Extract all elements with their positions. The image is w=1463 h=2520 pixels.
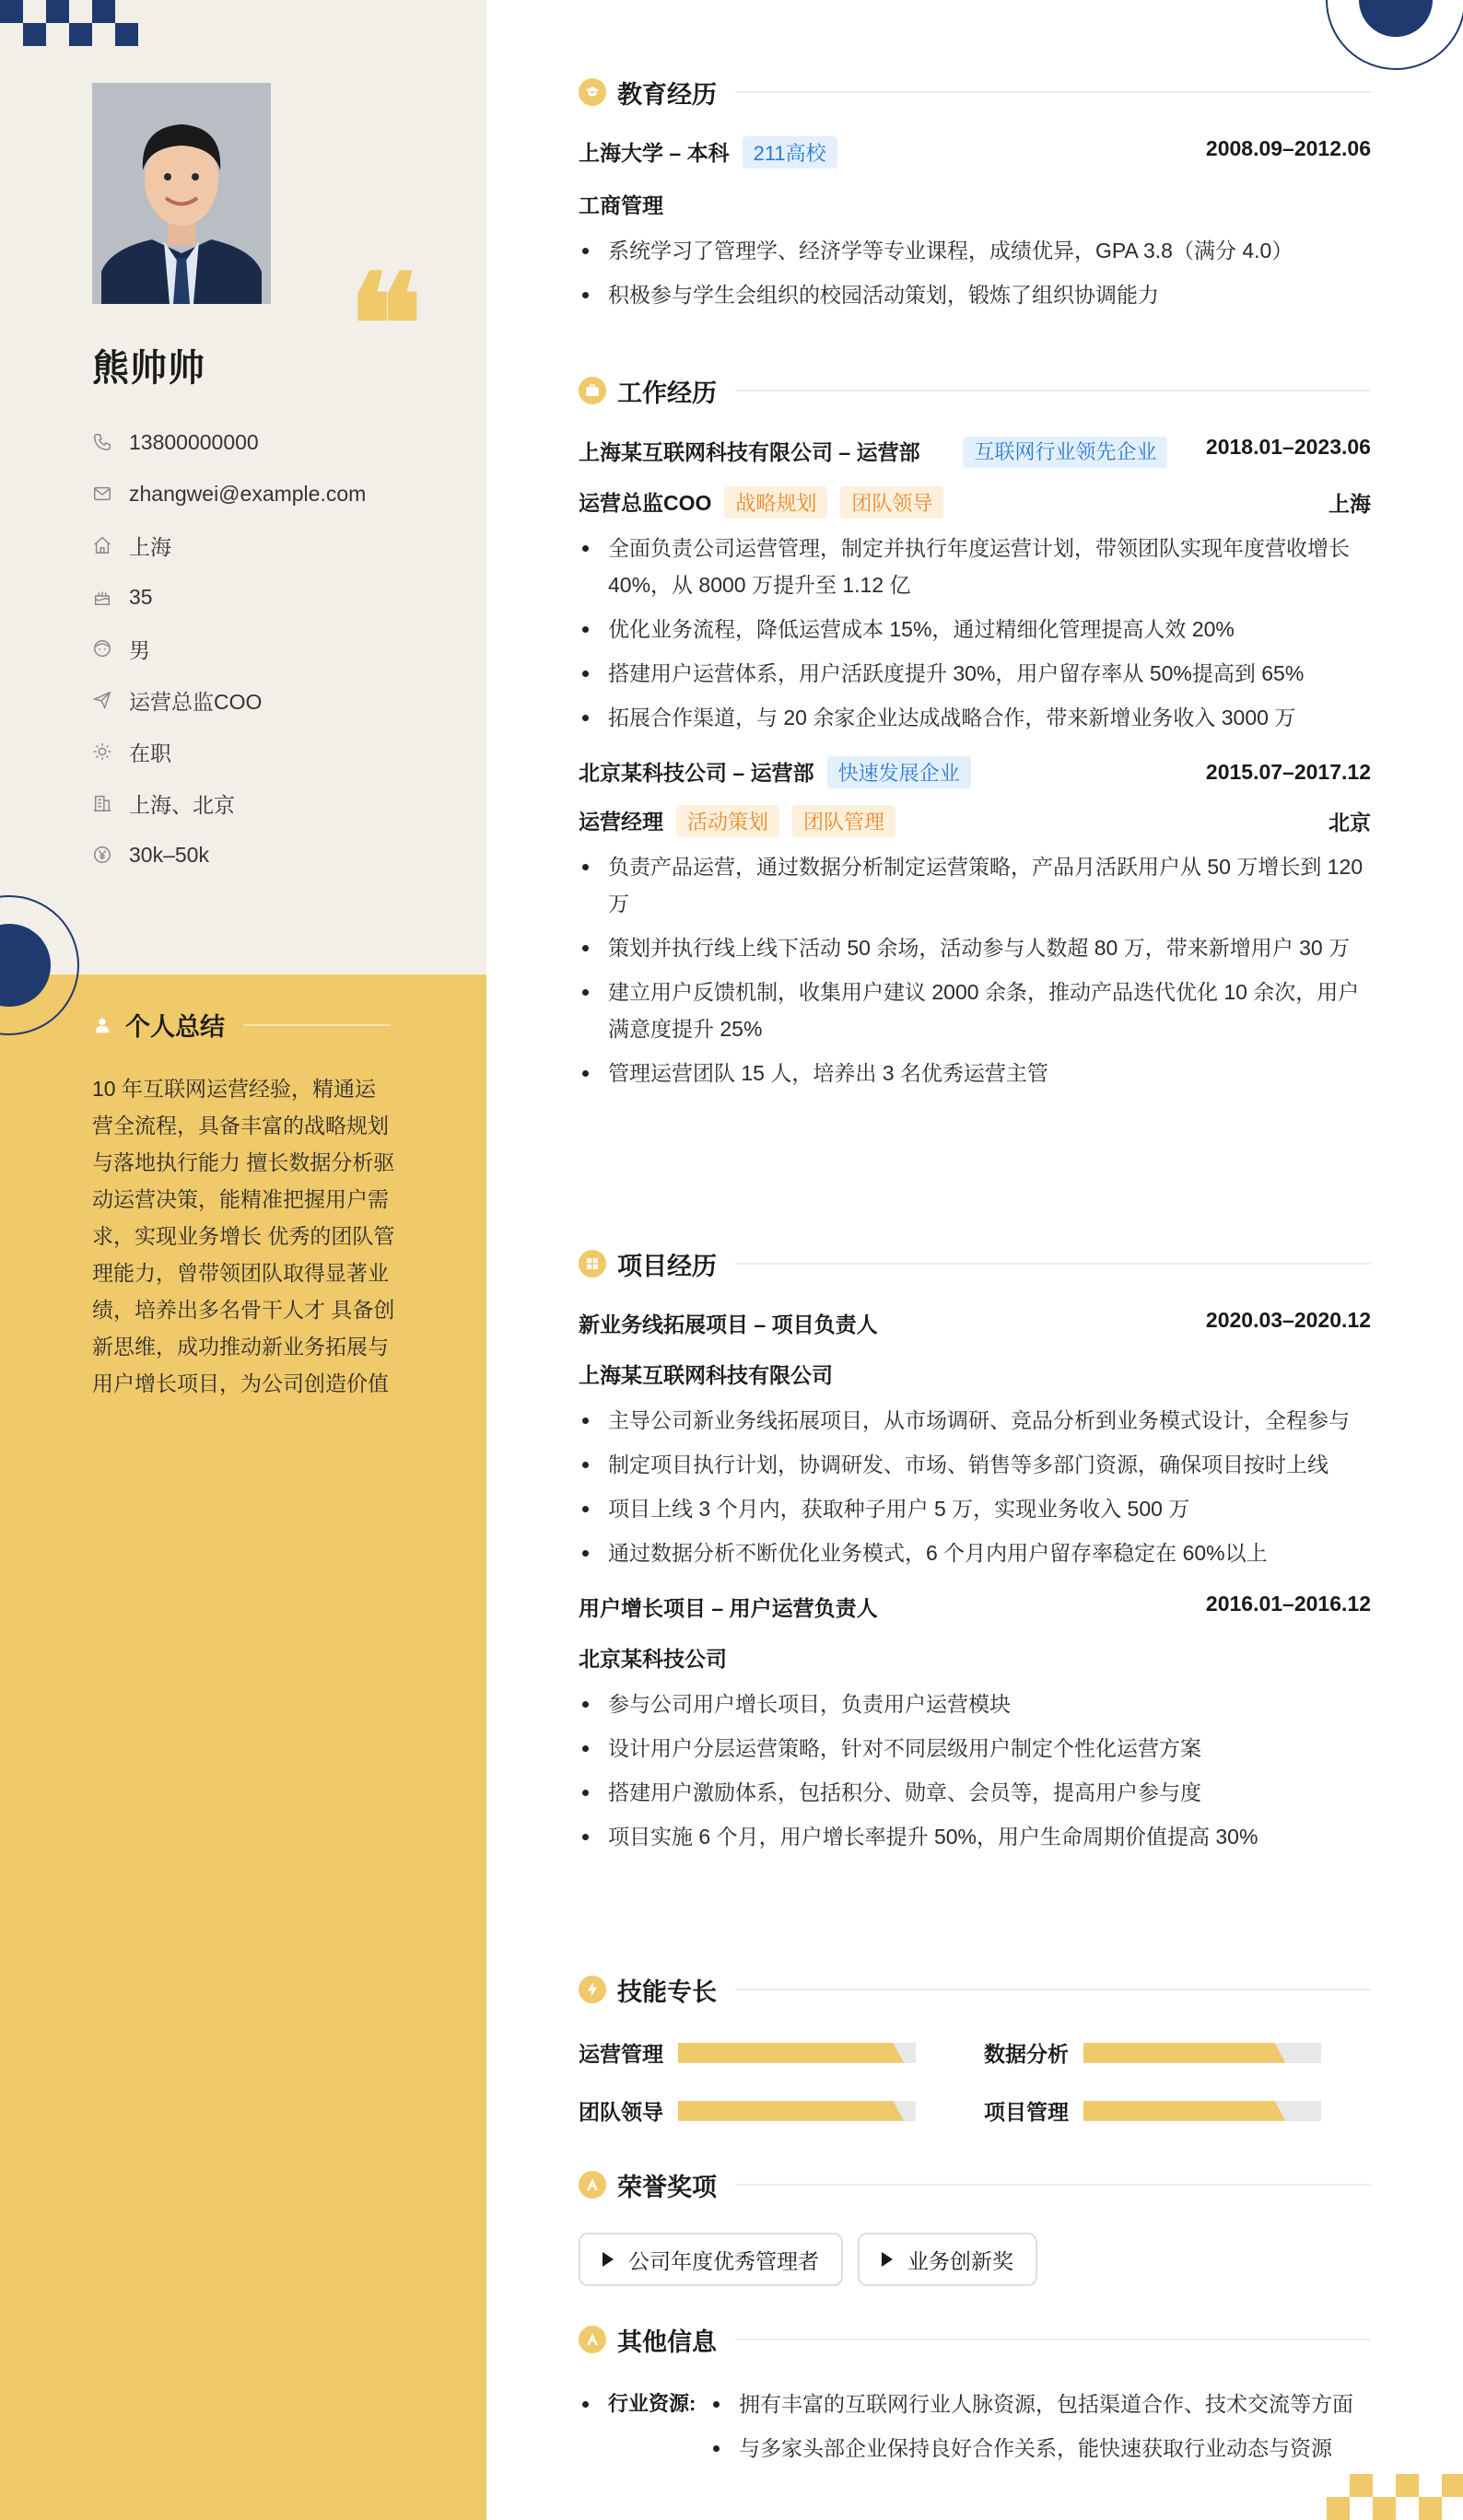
info-row-age <box>92 571 366 623</box>
job-city: 上海 <box>1328 492 1371 516</box>
status-icon <box>92 741 112 762</box>
skill-item <box>579 2037 984 2068</box>
job-header-row <box>579 756 1371 788</box>
work-section <box>579 370 1371 1091</box>
location-text: 上海 <box>129 534 171 559</box>
work-heading <box>579 370 1371 411</box>
work-title: 工作经历 <box>617 379 717 407</box>
play-icon <box>882 2252 893 2267</box>
skill-bar <box>1083 2101 1321 2121</box>
circle-decoration-left <box>0 892 83 1039</box>
other-bullets <box>709 2386 1371 2467</box>
list-item: 积极参与学生会组织的校园活动策划，锻炼了组织协调能力 <box>579 276 1371 313</box>
list-item: 负责产品运营，通过数据分析制定运营策略，产品月活跃用户从 50 万增长到 120 万 <box>579 848 1371 922</box>
checker-pattern-decoration <box>0 0 138 46</box>
project-company: 上海某互联网科技有限公司 <box>579 1363 833 1387</box>
education-major: 工商管理 <box>579 193 663 217</box>
gender-icon <box>92 638 112 659</box>
school-name: 上海大学 – 本科 <box>579 141 730 165</box>
info-row-cities <box>92 777 366 829</box>
other-label: 行业资源: <box>608 2392 696 2415</box>
job-company-tag: 互联网行业领先企业 <box>963 437 1167 468</box>
job-role: 运营经理 <box>579 810 663 834</box>
gender-text: 男 <box>129 637 150 662</box>
awards-title: 荣誉奖项 <box>617 2173 717 2201</box>
project-header-row <box>579 1308 1371 1338</box>
list-item: 搭建用户运营体系，用户活跃度提升 30%，用户留存率从 50%提高到 65% <box>579 655 1371 692</box>
job-company: 上海某互联网科技有限公司 – 运营部 <box>579 440 920 464</box>
skill-bar-fill <box>678 2043 904 2063</box>
education-heading <box>579 72 1371 112</box>
other-title: 其他信息 <box>617 2328 717 2356</box>
list-item: 拓展合作渠道，与 20 余家企业达成战略合作，带来新增业务收入 3000 万 <box>579 699 1371 736</box>
summary-title: 个人总结 <box>125 1013 225 1041</box>
grid-icon <box>579 1250 606 1278</box>
skill-item <box>579 2095 984 2126</box>
skill-name: 数据分析 <box>984 2042 1069 2066</box>
list-item: 系统学习了管理学、经济学等专业课程，成绩优异，GPA 3.8（满分 4.0） <box>579 232 1371 269</box>
list-item: 优化业务流程，降低运营成本 15%，通过精细化管理提高人效 20% <box>579 611 1371 648</box>
info-row-position <box>92 674 366 726</box>
sidebar <box>0 0 486 2520</box>
section-divider <box>735 2339 1371 2340</box>
yen-icon <box>92 845 112 865</box>
list-item: 设计用户分层运营策略，针对不同层级用户制定个性化运营方案 <box>579 1730 1371 1767</box>
list-item: 全面负责公司运营管理，制定并执行年度运营计划，带领团队实现年度营收增长 40%，从 8000 万提升至 1.12 亿 <box>579 530 1371 603</box>
skills-title: 技能专长 <box>617 1978 717 2006</box>
list-item: 通过数据分析不断优化业务模式，6 个月内用户留存率稳定在 60%以上 <box>579 1534 1371 1571</box>
list-item: 搭建用户激励体系，包括积分、勋章、会员等，提高用户参与度 <box>579 1774 1371 1811</box>
job-bullets <box>579 530 1371 736</box>
education-date: 2008.09–2012.06 <box>1205 136 1371 160</box>
graduation-cap-icon <box>579 78 606 106</box>
skill-bar <box>678 2043 916 2063</box>
building-icon <box>92 793 112 813</box>
quote-mark-decoration: ❝ <box>348 244 423 406</box>
project-date: 2016.01–2016.12 <box>1205 1592 1371 1616</box>
skills-grid <box>579 2037 1371 2126</box>
play-icon <box>603 2252 614 2267</box>
section-divider <box>735 1989 1371 1990</box>
bullet-dot <box>582 2401 589 2408</box>
education-title: 教育经历 <box>617 80 717 109</box>
summary-divider <box>243 1024 391 1026</box>
skills-heading <box>579 1969 1371 2010</box>
cities-text: 上海、北京 <box>129 792 235 817</box>
section-divider <box>735 390 1371 391</box>
cake-icon <box>92 587 112 607</box>
section-divider <box>735 91 1371 93</box>
projects-heading <box>579 1243 1371 1284</box>
job-company-tag: 快速发展企业 <box>827 756 971 788</box>
summary-text: 10 年互联网运营经验，精通运营全流程，具备丰富的战略规划与落地执行能力 擅长数据分析驱动运营决策，能精准把握用户需求，实现业务增长 优秀的团队管理能力，曾带领团队取得显著业绩，培养出多名骨干人才 具备创新思维，成功推动新业务拓展与用户增长项目，为公司创造价值 <box>92 1077 395 1395</box>
age-text: 35 <box>129 584 153 609</box>
section-divider <box>735 2184 1371 2186</box>
job-role: 运营总监COO <box>579 491 712 515</box>
list-item: 项目实施 6 个月，用户增长率提升 50%，用户生命周期价值提高 30% <box>579 1818 1371 1855</box>
other-heading <box>579 2319 1371 2360</box>
info-row-email <box>92 468 366 519</box>
other-resources-row <box>579 2386 1371 2467</box>
checker-decoration-bottom-right <box>1327 2474 1463 2520</box>
skill-name: 运营管理 <box>579 2042 663 2066</box>
circle-decoration-top-right <box>1322 0 1463 74</box>
user-icon <box>92 1015 112 1035</box>
award-icon <box>579 2171 606 2199</box>
list-item: 与多家头部企业保持良好合作关系，能快速获取行业动态与资源 <box>709 2430 1371 2467</box>
education-header-row <box>579 136 1371 169</box>
info-row-phone <box>92 416 366 468</box>
project-header-row <box>579 1592 1371 1622</box>
mail-icon <box>92 484 112 504</box>
job-skill-tag: 战略规划 <box>724 486 827 519</box>
email-text[interactable]: zhangwei@example.com <box>129 481 367 506</box>
job-city: 北京 <box>1328 811 1371 834</box>
info-row-location <box>92 519 366 571</box>
job-skill-tag: 活动策划 <box>676 805 779 837</box>
skill-item <box>984 2037 1352 2068</box>
list-item: 建立用户反馈机制，收集用户建议 2000 余条，推动产品迭代优化 10 余次，用户满意度提升 25% <box>579 974 1371 1047</box>
job-date: 2018.01–2023.06 <box>1205 435 1371 459</box>
job-header-row <box>579 435 1371 470</box>
info-row-salary <box>92 829 366 881</box>
awards-list <box>579 2233 1371 2286</box>
skills-section <box>579 1969 1371 2126</box>
awards-section <box>579 2164 1371 2286</box>
other-section <box>579 2319 1371 2467</box>
project-company: 北京某科技公司 <box>579 1647 727 1671</box>
skill-item <box>984 2095 1352 2126</box>
project-bullets <box>579 1402 1371 1571</box>
award-chip <box>579 2233 843 2286</box>
project-name: 新业务线拓展项目 – 项目负责人 <box>579 1312 878 1336</box>
position-text: 运营总监COO <box>129 689 263 714</box>
salary-text: 30k–50k <box>129 842 209 867</box>
skill-bar-fill <box>1083 2043 1285 2063</box>
list-item: 管理运营团队 15 人，培养出 3 名优秀运营主管 <box>579 1055 1371 1091</box>
projects-section <box>579 1243 1371 1855</box>
job-role-row <box>579 805 1371 837</box>
summary-heading <box>92 1007 391 1043</box>
list-item: 策划并执行线上线下活动 50 余场，活动参与人数超 80 万，带来新增用户 30 万 <box>579 929 1371 966</box>
list-item: 制定项目执行计划，协调研发、市场、销售等多部门资源，确保项目按时上线 <box>579 1446 1371 1483</box>
phone-icon <box>92 432 112 452</box>
list-item: 参与公司用户增长项目，负责用户运营模块 <box>579 1686 1371 1722</box>
job-skill-tag: 团队领导 <box>840 486 943 519</box>
send-icon <box>92 690 112 710</box>
list-item: 项目上线 3 个月内，获取种子用户 5 万，实现业务收入 500 万 <box>579 1490 1371 1527</box>
skill-bar-fill <box>1083 2101 1285 2121</box>
job-company: 北京某科技公司 – 运营部 <box>579 761 814 785</box>
lightning-icon <box>579 1976 606 2003</box>
contact-info-list <box>92 416 366 881</box>
info-row-status <box>92 726 366 777</box>
phone-text[interactable]: 13800000000 <box>129 429 259 454</box>
projects-title: 项目经历 <box>617 1252 717 1280</box>
awards-heading <box>579 2164 1371 2205</box>
project-bullets <box>579 1686 1371 1855</box>
skill-bar <box>678 2101 916 2121</box>
candidate-name: 熊帅帅 <box>92 348 205 389</box>
school-tag: 211高校 <box>743 136 837 169</box>
skill-bar-fill <box>678 2101 904 2121</box>
job-skill-tag: 团队管理 <box>792 805 895 837</box>
briefcase-icon <box>579 377 606 404</box>
project-name: 用户增长项目 – 用户运营负责人 <box>579 1596 878 1620</box>
status-text: 在职 <box>129 741 171 765</box>
job-role-row <box>579 486 1371 519</box>
award-label: 公司年度优秀管理者 <box>628 2248 819 2273</box>
award-label: 业务创新奖 <box>907 2248 1013 2273</box>
info-icon <box>579 2326 606 2353</box>
skill-name: 团队领导 <box>579 2100 663 2124</box>
list-item: 主导公司新业务线拓展项目，从市场调研、竞品分析到业务模式设计，全程参与 <box>579 1402 1371 1439</box>
education-section <box>579 72 1371 313</box>
job-date: 2015.07–2017.12 <box>1205 760 1371 784</box>
education-bullets <box>579 232 1371 313</box>
section-divider <box>735 1263 1371 1265</box>
skill-name: 项目管理 <box>984 2100 1069 2124</box>
award-chip <box>858 2233 1037 2286</box>
skill-bar <box>1083 2043 1321 2063</box>
job-bullets <box>579 848 1371 1091</box>
project-date: 2020.03–2020.12 <box>1205 1308 1371 1332</box>
list-item: 拥有丰富的互联网行业人脉资源，包括渠道合作、技术交流等方面 <box>709 2386 1371 2422</box>
home-icon <box>92 535 112 555</box>
info-row-gender <box>92 623 366 674</box>
profile-photo <box>92 83 271 304</box>
